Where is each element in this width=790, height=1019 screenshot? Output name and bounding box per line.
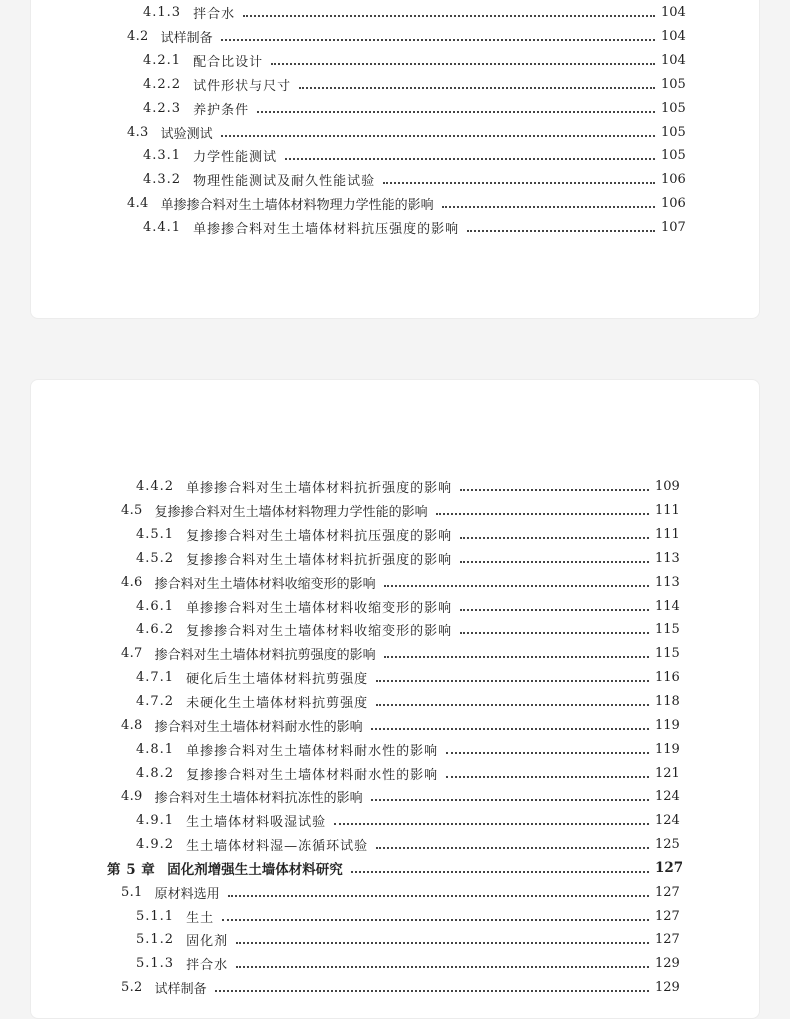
dot-leader [442,205,655,208]
toc-entry-title: 单掺掺合料对生土墙体材料耐水性的影响 [186,743,439,759]
toc-entry-title: 掺合料对生土墙体材料收缩变形的影响 [154,576,376,592]
toc-entry-title: 生土墙体材料吸湿试验 [186,815,327,831]
toc-entry-page-number: 125 [655,837,680,853]
dot-leader [460,631,649,634]
toc-subsection-entry[interactable] [31,96,759,120]
toc-subsection-entry[interactable] [31,809,759,833]
toc-entry-page-number: 111 [655,503,680,519]
toc-entry-number: 4.2.3 [143,100,182,116]
toc-page-bottom [30,379,760,1019]
toc-entry-page-number: 107 [661,220,686,236]
toc-entry-page-number: 119 [655,717,680,733]
toc-entry-title: 未硬化生土墙体材料抗剪强度 [186,696,369,712]
toc-entry-number: 4.4 [127,196,149,212]
dot-leader [271,62,655,65]
toc-subsection-entry[interactable] [31,618,759,642]
dot-leader [299,86,655,89]
toc-section-entry[interactable] [31,499,759,523]
dot-leader [384,655,649,658]
dot-leader [436,512,649,515]
toc-entry-number: 4.9.1 [136,813,175,829]
toc-entry-page-number: 104 [661,29,686,45]
toc-entry-number: 4.8.1 [136,741,175,757]
toc-entry-page-number: 105 [661,148,686,164]
toc-entry-title: 试验测试 [160,126,213,142]
dot-leader [446,775,649,778]
toc-entry-page-number: 129 [655,980,680,996]
dot-leader [371,727,649,730]
dot-leader [446,751,649,754]
toc-subsection-entry[interactable] [31,666,759,690]
toc-entry-page-number: 111 [655,527,680,543]
toc-entry-title: 掺合料对生土墙体材料耐水性的影响 [154,719,363,735]
toc-entry-number: 4.5.1 [136,527,175,543]
toc-entry-title: 试件形状与尺寸 [193,78,292,94]
dot-leader [371,798,649,801]
toc-entry-page-number: 109 [655,479,680,495]
dot-leader [460,488,649,491]
toc-entry-title: 硬化后生土墙体材料抗剪强度 [186,672,369,688]
toc-entry-title: 掺合料对生土墙体材料抗冻性的影响 [154,791,363,807]
toc-subsection-entry[interactable] [31,594,759,618]
toc-entry-title: 拌合水 [193,7,236,23]
dot-leader [376,679,649,682]
toc-entry-title: 物理性能测试及耐久性能试验 [193,174,376,190]
dot-leader [334,822,649,825]
toc-entry-number: 4.4.2 [136,479,175,495]
toc-entry-page-number: 116 [655,670,680,686]
toc-subsection-entry[interactable] [31,73,759,97]
toc-entry-number: 4.5.2 [136,550,175,566]
toc-subsection-entry[interactable] [31,952,759,976]
toc-chapter-entry[interactable] [31,857,759,881]
toc-entry-number: 5.2 [121,980,143,996]
toc-entry-page-number: 113 [655,550,680,566]
toc-entry-page-number: 118 [655,694,680,710]
toc-entry-title: 复掺掺合料对生土墙体材料抗压强度的影响 [186,529,453,545]
toc-entry-title: 单掺掺合料对生土墙体材料抗压强度的影响 [193,222,460,238]
toc-entry-title: 复掺掺合料对生土墙体材料物理力学性能的影响 [154,505,428,521]
toc-entry-number: 4.2.1 [143,53,182,69]
toc-section-entry[interactable] [31,192,759,216]
toc-section-entry[interactable] [31,713,759,737]
toc-entry-number: 4.7 [121,646,143,662]
toc-entry-number: 4.4.1 [143,220,182,236]
toc-entry-page-number: 105 [661,124,686,140]
dot-leader [376,703,649,706]
dot-leader [467,229,655,232]
dot-leader [236,941,649,944]
toc-entry-title: 力学性能测试 [193,150,278,166]
toc-entry-number: 4.3.2 [143,172,182,188]
toc-section-entry[interactable] [31,120,759,144]
toc-entry-title: 拌合水 [186,958,229,974]
toc-subsection-entry[interactable] [31,737,759,761]
toc-entry-title: 试样制备 [160,31,213,47]
toc-entry-title: 复掺掺合料对生土墙体材料抗折强度的影响 [186,552,453,568]
toc-entry-page-number: 127 [655,932,680,948]
toc-subsection-entry[interactable] [31,1,759,25]
toc-subsection-entry[interactable] [31,216,759,240]
toc-entry-number: 4.3 [127,124,149,140]
toc-entry-title: 单掺掺合料对生土墙体材料抗折强度的影响 [186,481,453,497]
toc-entry-page-number: 106 [661,196,686,212]
toc-entry-title: 单掺掺合料对生土墙体材料收缩变形的影响 [186,600,453,616]
toc-section-entry[interactable] [31,880,759,904]
toc-entry-number: 5.1.3 [136,956,175,972]
dot-leader [351,870,649,873]
toc-list [31,1,759,239]
toc-section-entry[interactable] [31,785,759,809]
toc-entry-number: 4.8 [121,717,143,733]
toc-entry-page-number: 129 [655,956,680,972]
toc-entry-title: 生土墙体材料湿—冻循环试验 [186,839,369,855]
toc-entry-page-number: 127 [655,908,680,924]
toc-entry-title: 复掺掺合料对生土墙体材料收缩变形的影响 [186,624,453,640]
toc-entry-title: 固化剂增强生土墙体材料研究 [167,862,343,879]
dot-leader [236,965,649,968]
toc-entry-page-number: 115 [655,646,680,662]
dot-leader [384,584,649,587]
toc-entry-number: 4.2 [127,29,149,45]
toc-entry-page-number: 119 [655,741,680,757]
toc-entry-number: 4.8.2 [136,765,175,781]
toc-entry-page-number: 106 [661,172,686,188]
toc-entry-title: 原材料选用 [154,886,220,902]
toc-subsection-entry[interactable] [31,904,759,928]
toc-entry-number: 4.7.1 [136,670,175,686]
toc-entry-page-number: 127 [655,884,680,900]
dot-leader [243,14,655,17]
toc-entry-title: 生土 [186,910,215,926]
toc-entry-title: 复掺掺合料对生土墙体材料耐水性的影响 [186,767,439,783]
dot-leader [460,560,649,563]
toc-entry-number: 4.3.1 [143,148,182,164]
toc-subsection-entry[interactable] [31,475,759,499]
toc-entry-page-number: 113 [655,574,680,590]
toc-subsection-entry[interactable] [31,547,759,571]
toc-entry-title: 掺合料对生土墙体材料抗剪强度的影响 [154,648,376,664]
toc-entry-page-number: 124 [655,789,680,805]
toc-entry-page-number: 121 [655,765,680,781]
toc-entry-page-number: 105 [661,76,686,92]
toc-entry-number: 4.5 [121,503,143,519]
toc-entry-number: 4.6.2 [136,622,175,638]
toc-entry-page-number: 115 [655,622,680,638]
toc-entry-title: 试样制备 [154,982,207,998]
toc-entry-page-number: 104 [661,53,686,69]
toc-section-entry[interactable] [31,976,759,1000]
dot-leader [221,134,655,137]
toc-entry-page-number: 105 [661,100,686,116]
toc-entry-number: 4.1.3 [143,5,182,21]
toc-entry-page-number: 124 [655,813,680,829]
toc-entry-page-number: 127 [655,860,684,877]
toc-entry-page-number: 114 [655,598,680,614]
toc-entry-number: 第 5 章 [107,862,156,879]
toc-subsection-entry[interactable] [31,144,759,168]
toc-subsection-entry[interactable] [31,690,759,714]
dot-leader [215,989,649,992]
toc-subsection-entry[interactable] [31,761,759,785]
toc-entry-title: 固化剂 [186,934,229,950]
toc-list [31,475,759,1000]
dot-leader [221,38,655,41]
toc-entry-number: 4.6.1 [136,598,175,614]
toc-subsection-entry[interactable] [31,168,759,192]
toc-entry-number: 4.9 [121,789,143,805]
dot-leader [257,110,655,113]
toc-entry-number: 4.6 [121,574,143,590]
toc-page-top [30,0,760,319]
dot-leader [285,157,655,160]
toc-entry-number: 4.2.2 [143,76,182,92]
toc-entry-number: 5.1.1 [136,908,175,924]
toc-section-entry[interactable] [31,570,759,594]
toc-entry-title: 养护条件 [193,102,250,118]
dot-leader [376,846,649,849]
dot-leader [222,918,649,921]
toc-section-entry[interactable] [31,25,759,49]
toc-subsection-entry[interactable] [31,928,759,952]
toc-section-entry[interactable] [31,642,759,666]
toc-entry-page-number: 104 [661,5,686,21]
toc-subsection-entry[interactable] [31,49,759,73]
toc-entry-title: 配合比设计 [193,55,264,71]
toc-subsection-entry[interactable] [31,523,759,547]
toc-entry-title: 单掺掺合料对生土墙体材料物理力学性能的影响 [160,198,434,214]
toc-subsection-entry[interactable] [31,833,759,857]
toc-entry-number: 5.1 [121,884,143,900]
dot-leader [460,536,649,539]
dot-leader [228,894,649,897]
toc-entry-number: 4.9.2 [136,837,175,853]
dot-leader [460,608,649,611]
toc-entry-number: 4.7.2 [136,694,175,710]
toc-entry-number: 5.1.2 [136,932,175,948]
dot-leader [383,181,655,184]
